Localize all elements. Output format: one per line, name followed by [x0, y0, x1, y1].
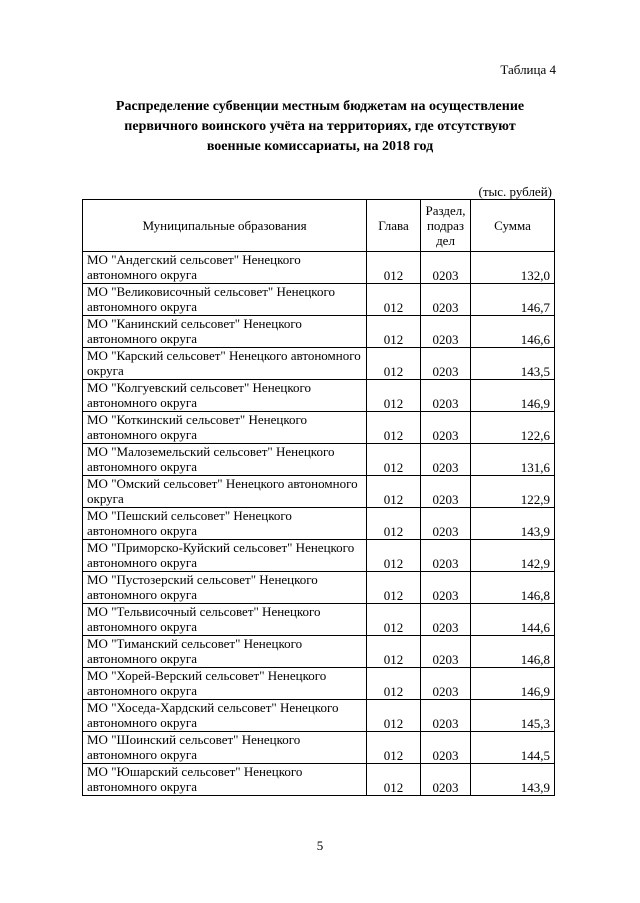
- section-code: 0203: [421, 700, 471, 732]
- table-row: [83, 700, 555, 732]
- chapter-code: 012: [367, 380, 421, 412]
- municipality-name: МО "Малоземельский сельсовет" Ненецкого автономного округа: [83, 444, 367, 476]
- municipality-name: МО "Карский сельсовет" Ненецкого автономного округа: [83, 348, 367, 380]
- table-row: [83, 732, 555, 764]
- section-code: 0203: [421, 636, 471, 668]
- table-row: [83, 636, 555, 668]
- amount-value: 144,6: [471, 604, 555, 636]
- municipality-name: МО "Шоинский сельсовет" Ненецкого автономного округа: [83, 732, 367, 764]
- header-municipality: Муниципальные образования: [83, 200, 367, 252]
- chapter-code: 012: [367, 700, 421, 732]
- section-code: 0203: [421, 540, 471, 572]
- municipality-name: МО "Великовисочный сельсовет" Ненецкого автономного округа: [83, 284, 367, 316]
- chapter-code: 012: [367, 764, 421, 796]
- section-code: 0203: [421, 764, 471, 796]
- table-row: [83, 412, 555, 444]
- chapter-code: 012: [367, 668, 421, 700]
- table-row: [83, 508, 555, 540]
- table-header-row: [83, 200, 555, 252]
- chapter-code: 012: [367, 252, 421, 284]
- section-code: 0203: [421, 668, 471, 700]
- document-title: [80, 97, 560, 157]
- chapter-code: 012: [367, 316, 421, 348]
- title-line: военные комиссариаты, на 2018 год: [206, 139, 434, 154]
- table-row: [83, 476, 555, 508]
- table-row: [83, 284, 555, 316]
- municipality-name: МО "Коткинский сельсовет" Ненецкого автономного округа: [83, 412, 367, 444]
- section-code: 0203: [421, 412, 471, 444]
- section-code: 0203: [421, 476, 471, 508]
- amount-value: 146,8: [471, 636, 555, 668]
- table-row: [83, 668, 555, 700]
- amount-value: 143,9: [471, 764, 555, 796]
- subvention-table: [82, 199, 555, 796]
- table-row: [83, 444, 555, 476]
- municipality-name: МО "Колгуевский сельсовет" Ненецкого автономного округа: [83, 380, 367, 412]
- chapter-code: 012: [367, 604, 421, 636]
- table-row: [83, 316, 555, 348]
- table-row: [83, 252, 555, 284]
- table-row: [83, 540, 555, 572]
- title-line: Распределение субвенции местным бюджетам на осуществление: [115, 99, 525, 114]
- municipality-name: МО "Пешский сельсовет" Ненецкого автономного округа: [83, 508, 367, 540]
- amount-value: 143,9: [471, 508, 555, 540]
- amount-value: 146,6: [471, 316, 555, 348]
- chapter-code: 012: [367, 348, 421, 380]
- section-code: 0203: [421, 316, 471, 348]
- amount-value: 146,9: [471, 380, 555, 412]
- header-amount: Сумма: [471, 200, 555, 252]
- municipality-name: МО "Андегский сельсовет" Ненецкого автономного округа: [83, 252, 367, 284]
- municipality-name: МО "Приморско-Куйский сельсовет" Ненецкого автономного округа: [83, 540, 367, 572]
- table-body: [83, 252, 555, 796]
- municipality-name: МО "Тиманский сельсовет" Ненецкого автономного округа: [83, 636, 367, 668]
- table-row: [83, 348, 555, 380]
- table-row: [83, 764, 555, 796]
- header-chapter: Глава: [367, 200, 421, 252]
- amount-value: 143,5: [471, 348, 555, 380]
- amount-value: 132,0: [471, 252, 555, 284]
- header-section: Раздел, подраз дел: [421, 200, 471, 252]
- chapter-code: 012: [367, 572, 421, 604]
- amount-value: 131,6: [471, 444, 555, 476]
- amount-value: 146,8: [471, 572, 555, 604]
- municipality-name: МО "Канинский сельсовет" Ненецкого автономного округа: [83, 316, 367, 348]
- chapter-code: 012: [367, 636, 421, 668]
- table-row: [83, 380, 555, 412]
- title-line: первичного воинского учёта на территориях, где отсутствуют: [124, 119, 516, 134]
- amount-value: 142,9: [471, 540, 555, 572]
- municipality-name: МО "Омский сельсовет" Ненецкого автономного округа: [83, 476, 367, 508]
- chapter-code: 012: [367, 444, 421, 476]
- section-code: 0203: [421, 252, 471, 284]
- municipality-name: МО "Юшарский сельсовет" Ненецкого автономного округа: [83, 764, 367, 796]
- section-code: 0203: [421, 572, 471, 604]
- chapter-code: 012: [367, 476, 421, 508]
- amount-value: 146,7: [471, 284, 555, 316]
- amount-value: 122,6: [471, 412, 555, 444]
- section-code: 0203: [421, 732, 471, 764]
- amount-value: 146,9: [471, 668, 555, 700]
- chapter-code: 012: [367, 284, 421, 316]
- section-code: 0203: [421, 348, 471, 380]
- section-code: 0203: [421, 284, 471, 316]
- amount-value: 145,3: [471, 700, 555, 732]
- amount-value: 144,5: [471, 732, 555, 764]
- municipality-name: МО "Хоседа-Хардский сельсовет" Ненецкого автономного округа: [83, 700, 367, 732]
- section-code: 0203: [421, 604, 471, 636]
- municipality-name: МО "Тельвисочный сельсовет" Ненецкого автономного округа: [83, 604, 367, 636]
- section-code: 0203: [421, 380, 471, 412]
- chapter-code: 012: [367, 540, 421, 572]
- table-label: Таблица 4: [500, 62, 556, 77]
- section-code: 0203: [421, 444, 471, 476]
- amount-value: 122,9: [471, 476, 555, 508]
- chapter-code: 012: [367, 412, 421, 444]
- table-row: [83, 604, 555, 636]
- chapter-code: 012: [367, 732, 421, 764]
- section-code: 0203: [421, 508, 471, 540]
- table-row: [83, 572, 555, 604]
- units-label: (тыс. рублей): [478, 184, 552, 199]
- municipality-name: МО "Хорей-Верский сельсовет" Ненецкого автономного округа: [83, 668, 367, 700]
- page-number: 5: [316, 838, 324, 853]
- chapter-code: 012: [367, 508, 421, 540]
- municipality-name: МО "Пустозерский сельсовет" Ненецкого автономного округа: [83, 572, 367, 604]
